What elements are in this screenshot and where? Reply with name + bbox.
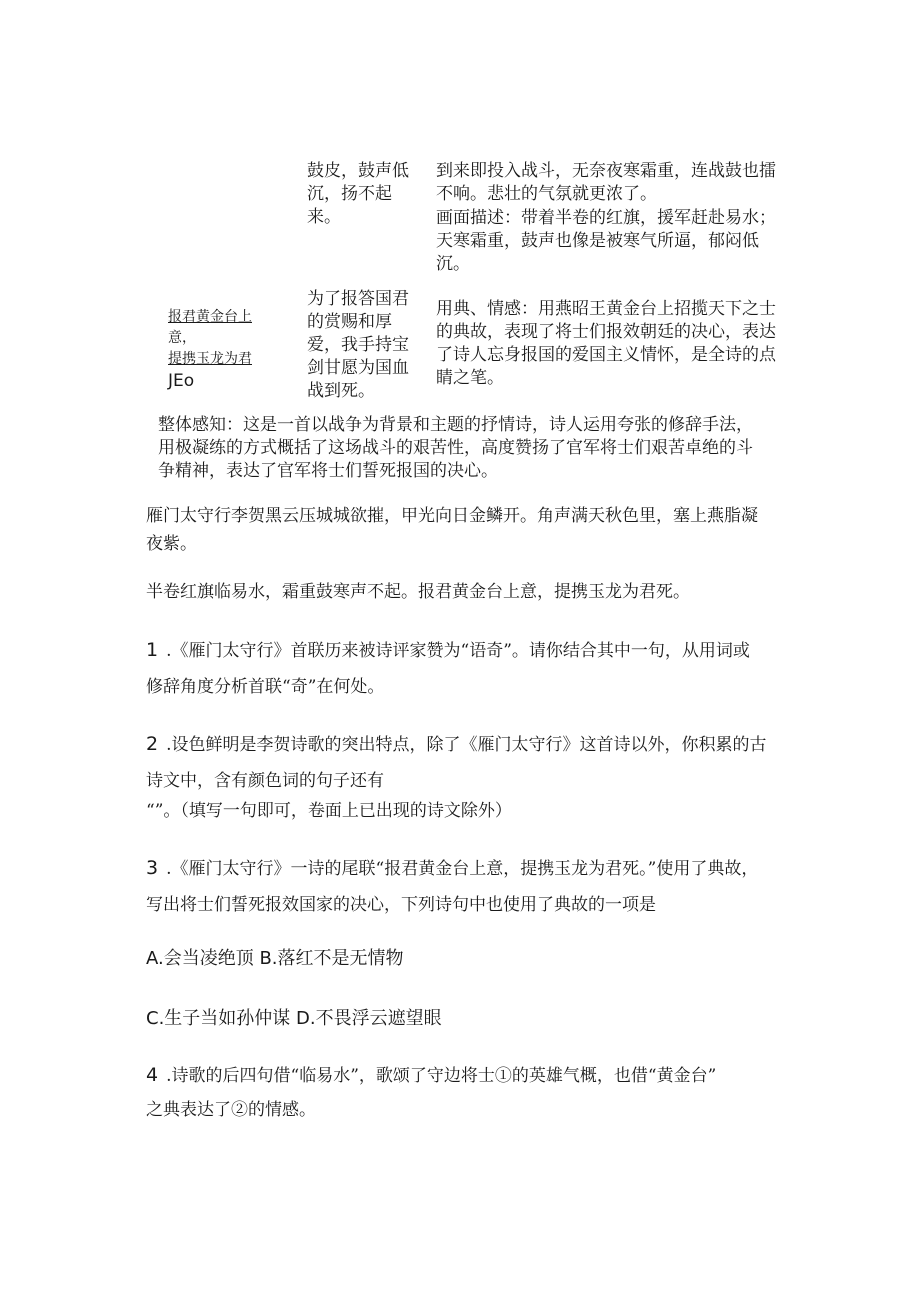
option-b-letter: B. (259, 948, 278, 969)
option-a-text: 会当凌绝顶 (163, 948, 254, 969)
question-1 (146, 632, 856, 705)
row2-analysis: 用典、情感：用燕昭王黄金台上招揽天下之士 的典故，表现了将士们报效朝廷的决心，表达 了诗人忘身报国的爱国主义情怀，是全诗的点 睛之笔。 (436, 299, 776, 388)
question-4 (146, 1058, 856, 1127)
question-3 (146, 850, 856, 923)
question-3-text: .《雁门太守行》一诗的尾联“报君黄金台上意，提携玉龙为君死。”使用了典故， 写出将士们誓死报效国家的决心，下列诗句中也使用了典故的一项是 (146, 859, 759, 915)
question-1-text: .《雁门太守行》首联历来被诗评家赞为“语奇”。请你结合其中一句，从用词或 修辞角度分析首联“奇”在何处。 (146, 641, 750, 697)
options-row-1 (146, 944, 404, 974)
poem-line-1: 雁门太守行李贺黑云压城城欲摧，甲光向日金鳞开。角声满天秋色里，塞上燕脂凝 夜紫。 (146, 506, 758, 554)
row1-analysis-1: 到来即投入战斗，无奈夜寒霜重，连战鼓也擂 不响。悲壮的气氛就更浓了。 (436, 161, 776, 204)
row2-translation: 为了报答国君 的赏赐和厚 爱，我手持宝 剑甘愿为国血 战到死。 (307, 289, 409, 401)
question-3-number: 3 (146, 857, 159, 879)
row2-original-line (168, 306, 278, 392)
question-4-number: 4 (146, 1064, 159, 1086)
question-1-number: 1 (146, 639, 159, 661)
original-line-c: 提携玉龙为君 (168, 351, 252, 367)
poem-line-2: 半卷红旗临易水，霜重鼓寒声不起。报君黄金台上意，提携玉龙为君死。 (146, 582, 690, 602)
original-line-b: 意， (168, 330, 196, 346)
question-2 (146, 726, 856, 799)
row1-translation: 鼓皮，鼓声低 沉，扬不起 来。 (307, 161, 409, 227)
question-2-number: 2 (146, 733, 159, 755)
overall-summary: 整体感知：这是一首以战争为背景和主题的抒情诗，诗人运用夸张的修辞手法， 用极凝练的方式概括了这场战斗的艰苦性，高度赞扬了官军将士们艰苦卓绝的斗 争精神，表达了官军将士们誓死报国的决心。 (158, 415, 753, 481)
original-line-a: 报君黄金台上 (168, 309, 252, 325)
option-b-text: 落红不是无情物 (277, 948, 404, 969)
option-c-text: 生子当如孙仲谋 (164, 1008, 291, 1029)
question-2-blank: “”。（填写一句即可，卷面上已出现的诗文除外） (146, 801, 512, 821)
option-d-text: 不畏浮云遮望眼 (315, 1008, 442, 1029)
options-row-2 (146, 1004, 442, 1034)
option-c-letter: C. (146, 1008, 165, 1029)
question-4-text: .诗歌的后四句借“临易水”，歌颂了守边将士①的英雄气概，也借“黄金台” 之典表达了②的情感。 (146, 1066, 717, 1120)
option-a-letter: A. (146, 948, 164, 969)
original-line-d: JEo (168, 371, 195, 391)
row1-analysis-2: 画面描述：带着半卷的红旗，援军赶赴易水； 天寒霜重，鼓声也像是被寒气所逼，郁闷低 沉。 (436, 208, 776, 274)
question-2-text: .设色鲜明是李贺诗歌的突出特点，除了《雁门太守行》这首诗以外，你积累的古 诗文中，含有颜色词的句子还有 (146, 735, 767, 791)
option-d-letter: D. (296, 1008, 316, 1029)
